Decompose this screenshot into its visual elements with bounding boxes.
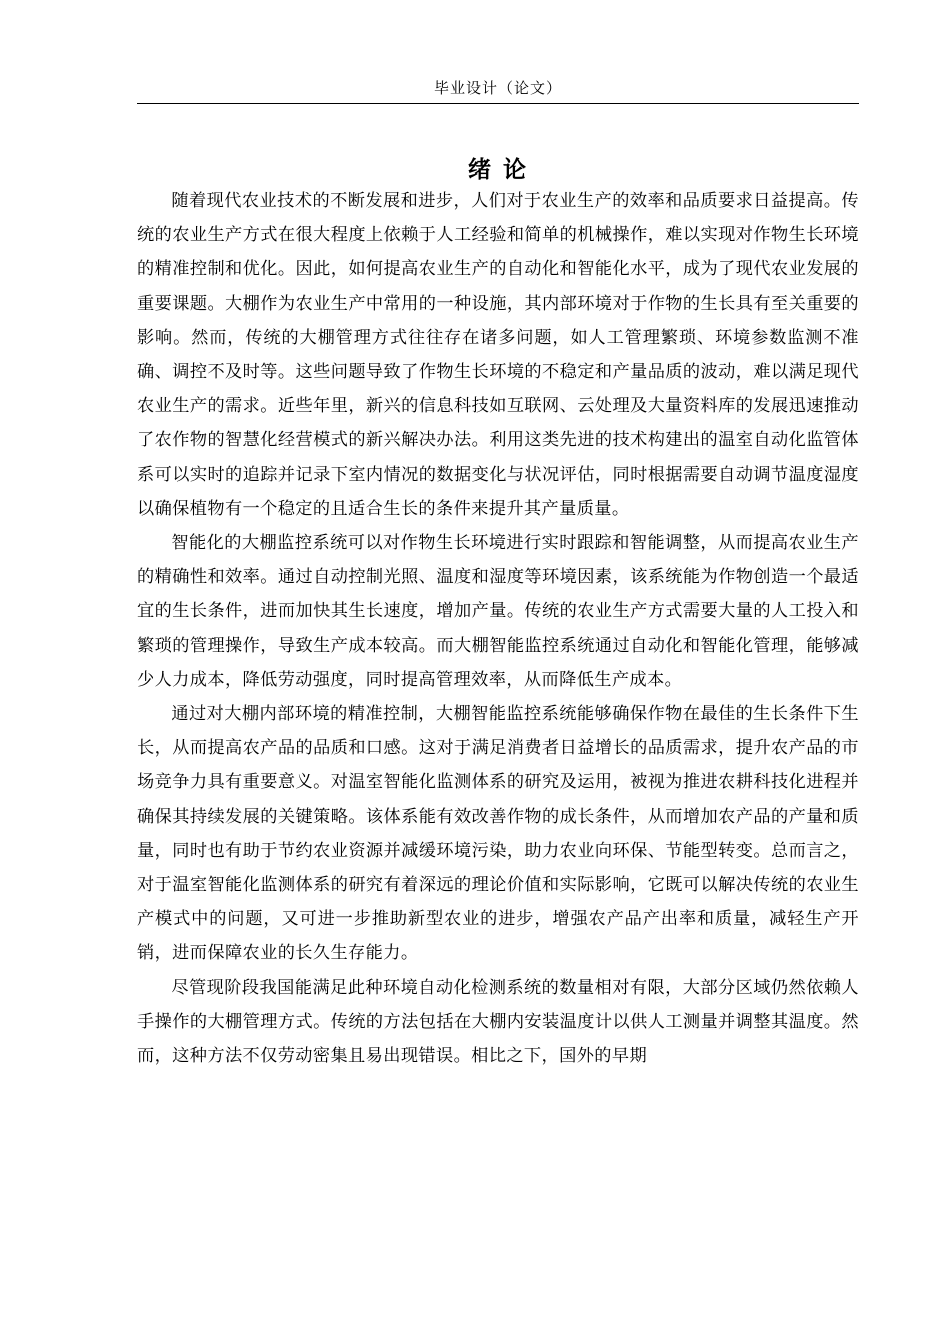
paragraph: 智能化的大棚监控系统可以对作物生长环境进行实时跟踪和智能调整，从而提高农业生产的精确性和效率。通过自动控制光照、温度和湿度等环境因素，该系统能为作物创造一个最适宜的生长条件，进而加快其生长速度，增加产量。传统的农业生产方式需要大量的人工投入和繁琐的管理操作，导致生产成本较高。而大棚智能监控系统通过自动化和智能化管理，能够减少人力成本，降低劳动强度，同时提高管理效率，从而降低生产成本。 <box>137 533 859 690</box>
paragraph: 随着现代农业技术的不断发展和进步，人们对于农业生产的效率和品质要求日益提高。传统的农业生产方式在很大程度上依赖于人工经验和简单的机械操作，难以实现对作物生长环境的精准控制和优化。因此，如何提高农业生产的自动化和智能化水平，成为了现代农业发展的重要课题。大棚作为农业生产中常用的一种设施，其内部环境对于作物的生长具有至关重要的影响。然而，传统的大棚管理方式往往存在诸多问题，如人工管理繁琐、环境参数监测不准确、调控不及时等。这些问题导致了作物生长环境的不稳定和产量品质的波动，难以满足现代农业生产的需求。近些年里，新兴的信息科技如互联网、云处理及大量资料库的发展迅速推动了农作物的智慧化经营模式的新兴解决办法。利用这类先进的技术构建出的温室自动化监管体系可以实时的追踪并记录下室内情况的数据变化与状况评估，同时根据需要自动调节温度湿度以确保植物有一个稳定的且适合生长的条件来提升其产量质量。 <box>137 191 859 519</box>
header-divider <box>137 103 859 104</box>
body-text <box>137 184 859 1073</box>
paragraph: 尽管现阶段我国能满足此种环境自动化检测系统的数量相对有限，大部分区域仍然依赖人手操作的大棚管理方式。传统的方法包括在大棚内安装温度计以供人工测量并调整其温度。然而，这种方法不仅劳动密集且易出现错误。相比之下，国外的早期 <box>137 977 859 1067</box>
chapter-title: 绪 论 <box>467 156 528 184</box>
running-header: 毕业设计（论文） <box>433 79 562 97</box>
paragraph: 通过对大棚内部环境的精准控制，大棚智能监控系统能够确保作物在最佳的生长条件下生长，从而提高农产品的品质和口感。这对于满足消费者日益增长的品质需求，提升农产品的市场竞争力具有重要意义。对温室智能化监测体系的研究及运用，被视为推进农耕科技化进程并确保其持续发展的关键策略。该体系能有效改善作物的成长条件，从而增加农产品的产量和质量，同时也有助于节约农业资源并减缓环境污染，助力农业向环保、节能型转变。总而言之，对于温室智能化监测体系的研究有着深远的理论价值和实际影响，它既可以解决传统的农业生产模式中的问题，又可进一步推助新型农业的进步，增强农产品产出率和质量，减轻生产开销，进而保障农业的长久生存能力。 <box>137 704 859 964</box>
